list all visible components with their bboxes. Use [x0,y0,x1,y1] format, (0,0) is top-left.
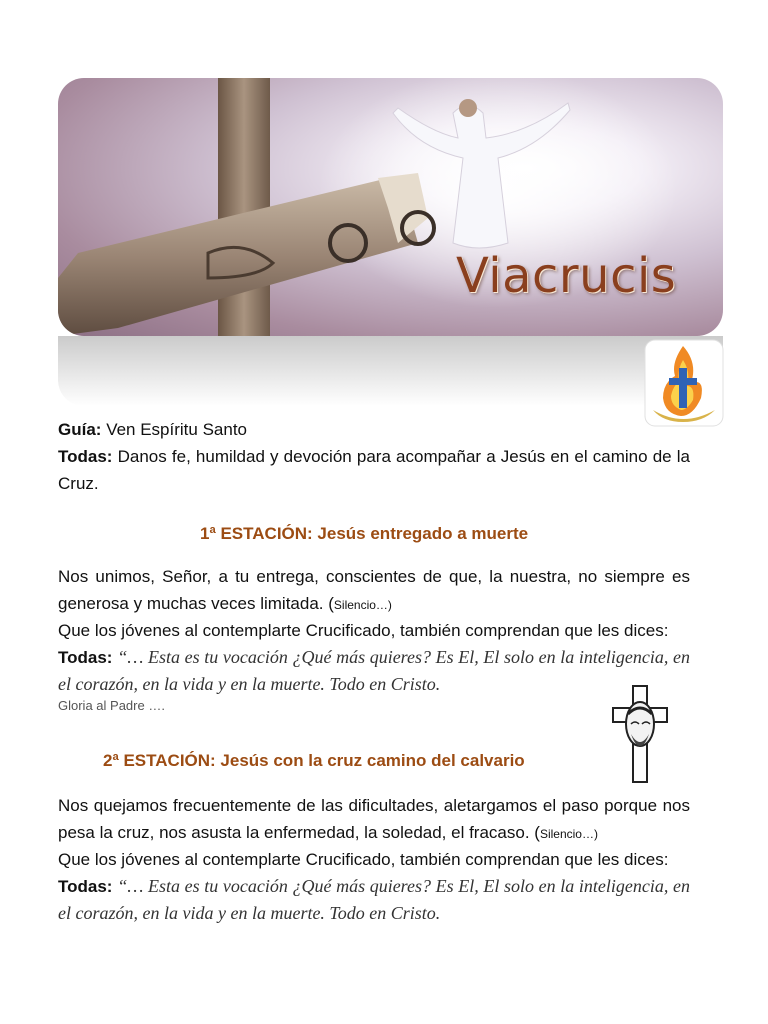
station-2-title: 2ª ESTACIÓN: Jesús con la cruz camino del calvario [103,751,525,770]
banner-reflection [58,336,723,406]
todas-label: Todas: [58,447,113,466]
station-1-title: 1ª ESTACIÓN: Jesús entregado a muerte [200,524,529,543]
station-1-petition: Que los jóvenes al contemplarte Crucificado, también comprendan que les dices: [58,621,669,640]
intro-guia [58,416,690,443]
station-1-response [58,644,690,698]
station-2-todas-label: Todas: [58,877,113,896]
station-2-response-text: “… Esta es tu vocación ¿Qué más quieres? Es El, El solo en la inteligencia, en el corazón, en la vida y en la muerte. Todo en Cristo. [58,876,690,923]
station-1-response-text: “… Esta es tu vocación ¿Qué más quieres? Es El, El solo en la inteligencia, en el corazón, en la vida y en la muerte. Todo en Cristo. [58,647,690,694]
guia-text: Ven Espíritu Santo [106,420,248,439]
station-1-todas-label: Todas: [58,648,113,667]
station-1-silence: Silencio…) [333,598,392,612]
header-banner [58,78,723,336]
station-1-reflection [58,563,690,619]
station-1-reflection-text: Nos unimos, Señor, a tu entrega, conscientes de que, la nuestra, no siempre es generosa y muchas veces limitada. ( [58,567,690,613]
banner-title: Viacrucis [456,248,677,304]
station-2-reflection-text: Nos quejamos frecuentemente de las dificultades, aletargamos el paso porque nos pesa la cruz, nos asusta la enfermedad, la soledad, el fracaso. ( [58,796,690,842]
guia-label: Guía: [58,420,102,439]
crucifix-with-face-icon [611,684,669,784]
station-1-gloria: Gloria al Padre …. [58,698,165,713]
station-2-response [58,873,690,927]
intro-todas [58,443,690,497]
todas-text: Danos fe, humildad y devoción para acompañar a Jesús en el camino de la Cruz. [58,447,690,493]
station-2-reflection [58,792,690,848]
station-2-petition: Que los jóvenes al contemplarte Crucificado, también comprendan que les dices: [58,850,669,869]
station-2-silence: Silencio…) [539,827,598,841]
cross-flame-logo-icon [643,338,725,428]
